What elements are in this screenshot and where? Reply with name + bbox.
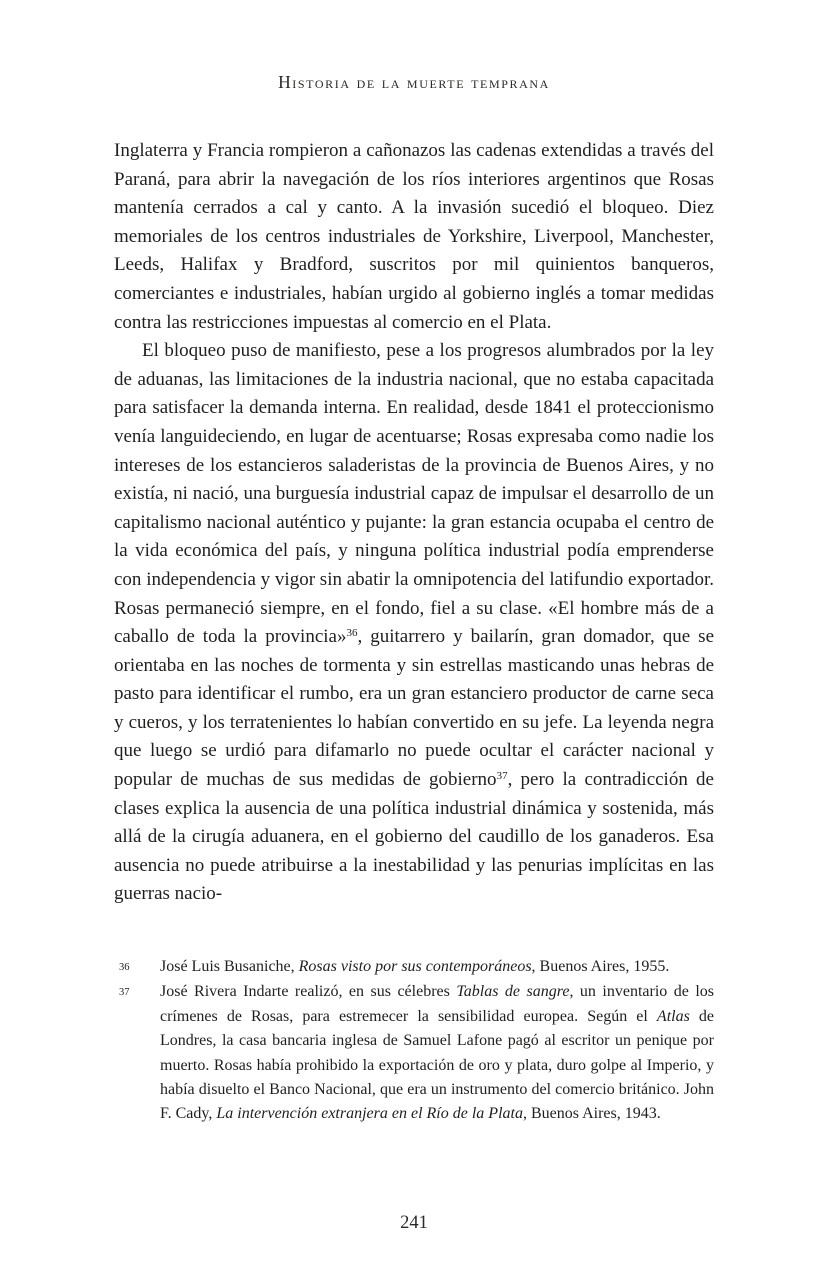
text-run: José Rivera Indarte realizó, en sus célebres — [160, 983, 457, 1001]
footnote-text — [160, 955, 714, 979]
paragraph — [114, 337, 714, 909]
text-run: , Buenos Aires, 1943. — [522, 1105, 661, 1123]
page-number: 241 — [400, 1213, 428, 1233]
body-text — [114, 137, 714, 909]
text-run: , pero la contradicción de clases explica la ausencia de una política industrial dinámica y sostenida, más allá de la cirugía aduanera, en el gobierno del caudillo de los ganaderos. Esa ausencia no puede atribuirse a la inestabilidad y las penurias implícitas en las guerras nacio- — [114, 769, 714, 905]
paragraph — [114, 137, 714, 337]
text-run: El bloqueo puso de manifiesto, pese a los progresos alumbrados por la ley de aduanas, las limitaciones de la industria nacional, que no estaba capacitada para satisfacer la demanda interna. En realidad, desde 1841 el proteccionismo venía languideciendo, en lugar de acentuarse; Rosas expresaba como nadie los intereses de los estancieros saladeristas de la provincia de Buenos Aires, y no existía, ni nació, una burguesía industrial capaz de impulsar el desarrollo de un capitalismo nacional auténtico y pujante: la gran estancia ocupaba el centro de la vida económica del país, y ninguna política industrial podía emprenderse con independencia y vigor sin abatir la omnipotencia del latifundio exportador. Rosas permaneció siempre, en el fondo, fiel a su clase. «El hombre más de a caballo de toda la provincia» — [114, 340, 714, 648]
footnote-reference: 36 — [346, 627, 358, 640]
footnote — [114, 955, 714, 980]
footnote-text — [160, 980, 714, 1126]
italic-text: Rosas visto por sus contemporáneos — [298, 958, 532, 976]
italic-text: La intervención extranjera en el Río de la Plata — [216, 1105, 523, 1123]
footnote-number: 37 — [119, 987, 130, 999]
footnote — [114, 980, 714, 1126]
text-run: , Buenos Aires, 1955. — [531, 958, 670, 976]
text-run: José Luis Busaniche, — [160, 958, 299, 976]
text-run: de Londres, la casa bancaria inglesa de Samuel Lafone pagó al escritor un penique por muerto. Rosas había prohibido la exportación de oro y plata, duro golpe al Imperio, y había disuelto el Banco Nacional, que era un instrumento del comercio británico. John F. Cady, — [160, 1007, 714, 1123]
italic-text: Atlas — [656, 1007, 690, 1025]
running-header: Historia de la muerte temprana — [278, 72, 550, 92]
text-run: , un inventario de los crímenes de Rosas, para estremecer la sensibilidad europea. Según el — [160, 983, 714, 1025]
text-run: Inglaterra y Francia rompieron a cañonazos las cadenas extendidas a través del Paraná, para abrir la navegación de los ríos interiores argentinos que Rosas mantenía cerrados a cal y canto. A la invasión sucedió el bloqueo. Diez memoriales de los centros industriales de Yorkshire, Liverpool, Manchester, Leeds, Halifax y Bradford, suscritos por mil quinientos banqueros, comerciantes e industriales, habían urgido al gobierno inglés a tomar medidas contra las restricciones impuestas al comercio en el Plata. — [114, 140, 714, 333]
italic-text: Tablas de sangre — [456, 983, 570, 1001]
footnote-number: 36 — [119, 962, 130, 974]
footnotes — [114, 955, 714, 1127]
text-run: , guitarrero y bailarín, gran domador, que se orientaba en las noches de tormenta y sin estrellas masticando unas hebras de pasto para identificar el rumbo, era un gran estanciero productor de carne seca y cueros, y los terratenientes lo habían convertido en su jefe. La leyenda negra que luego se urdió para difamarlo no puede ocultar el carácter nacional y popular de muchas de sus medidas de gobierno — [114, 626, 714, 791]
footnote-reference: 37 — [496, 770, 508, 783]
